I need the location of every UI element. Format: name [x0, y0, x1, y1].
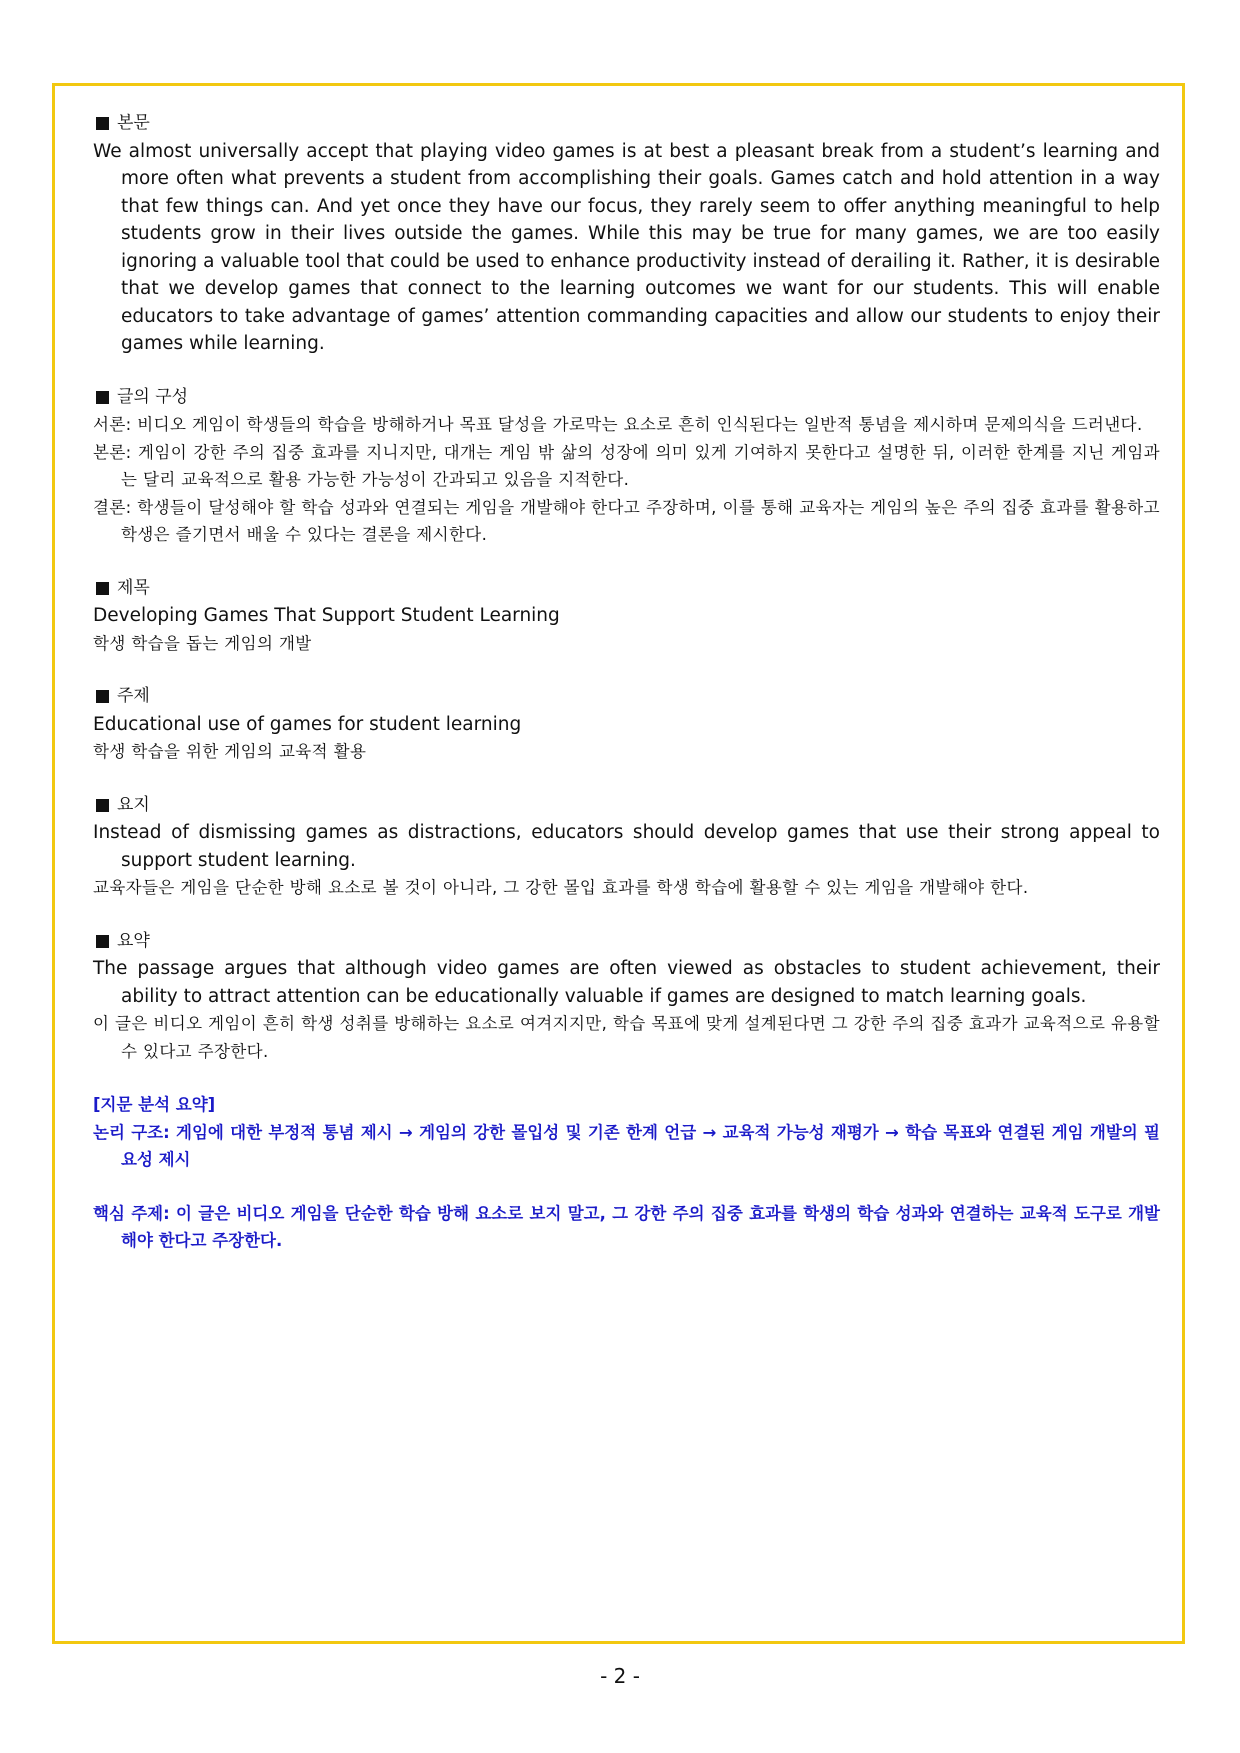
document-content: [93, 110, 1160, 1255]
topic-english: Educational use of games for student learning: [93, 713, 522, 735]
section-heading: [93, 110, 1160, 138]
square-bullet-icon: [96, 690, 109, 703]
section-heading: [93, 683, 1160, 711]
analysis-block: [93, 1091, 1160, 1255]
section-heading: [93, 928, 1160, 956]
title-english: Developing Games That Support Student Learning: [93, 605, 560, 626]
square-bullet-icon: [96, 391, 109, 404]
heading-label: 주제: [117, 686, 150, 706]
structure-conclusion: 결론: 학생들이 달성해야 할 학습 성과와 연결되는 게임을 개발해야 한다고 주장하며, 이를 통해 교육자는 게임의 높은 주의 집중 효과를 활용하고 학생은 즐기면서 배울 수 있다는 결론을 제시한다.: [93, 497, 1160, 544]
analysis-core: 핵심 주제: 이 글은 비디오 게임을 단순한 학습 방해 요소로 보지 말고, 그 강한 주의 집중 효과를 학생의 학습 성과와 연결하는 교육적 도구로 개발해야 한다고 주장한다.: [93, 1203, 1160, 1250]
topic-korean: 학생 학습을 위한 게임의 교육적 활용: [93, 742, 367, 761]
spacer: [93, 1174, 1160, 1200]
section-body: [93, 110, 1160, 358]
structure-intro: 서론: 비디오 게임이 학생들의 학습을 방해하거나 목표 달성을 가로막는 요소로 흔히 인식된다는 일반적 통념을 제시하며 문제의식을 드러낸다.: [93, 415, 1143, 434]
gist-english: Instead of dismissing games as distractions, educators should develop games that use their strong appeal to support student learning.: [93, 822, 1160, 871]
summary-english: The passage argues that although video games are often viewed as obstacles to student achievement, their ability to attract attention can be educationally valuable if games are designed to match learning goals.: [93, 958, 1160, 1007]
passage-text: We almost universally accept that playing video games is at best a pleasant break from a student’s learning and more often what prevents a student from accomplishing their goals. Games catch and hold attention in a way that few things can. And yet once they have our focus, they rarely seem to offer anything meaningful to help students grow in their lives outside the games. While this may be true for many games, we are too easily ignoring a valuable tool that could be used to enhance productivity instead of derailing it. Rather, it is desirable that we develop games that connect to the learning outcomes we want for our students. This will enable educators to take advantage of games’ attention commanding capacities and allow our students to enjoy their games while learning.: [93, 140, 1160, 354]
analysis-logic: 논리 구조: 게임에 대한 부정적 통념 제시 → 게임의 강한 몰입성 및 기존 한계 언급 → 교육적 가능성 재평가 → 학습 목표와 연결된 게임 개발의 필요성 제시: [93, 1122, 1160, 1169]
heading-label: 본문: [117, 113, 150, 133]
square-bullet-icon: [96, 799, 109, 812]
analysis-heading: [지문 분석 요약]: [93, 1095, 216, 1114]
heading-label: 요약: [117, 930, 150, 951]
heading-label: 글의 구성: [117, 386, 189, 407]
section-heading: [93, 384, 1160, 412]
gist-korean: 교육자들은 게임을 단순한 방해 요소로 볼 것이 아니라, 그 강한 몰입 효과를 학생 학습에 활용할 수 있는 게임을 개발해야 한다.: [93, 878, 1029, 897]
structure-main: 본론: 게임이 강한 주의 집중 효과를 지니지만, 대개는 게임 밖 삶의 성장에 의미 있게 기여하지 못한다고 설명한 뒤, 이러한 한계를 지닌 게임과는 달리 교육적으로 활용 가능한 가능성이 간과되고 있음을 지적한다.: [93, 442, 1160, 489]
section-title: [93, 575, 1160, 658]
section-heading: [93, 792, 1160, 820]
section-gist: [93, 792, 1160, 902]
section-summary: [93, 928, 1160, 1066]
section-structure: [93, 384, 1160, 549]
heading-label: 요지: [117, 794, 150, 815]
section-topic: [93, 683, 1160, 766]
title-korean: 학생 학습을 돕는 게임의 개발: [93, 633, 312, 653]
square-bullet-icon: [96, 582, 109, 595]
square-bullet-icon: [96, 935, 109, 948]
page-number: - 2 -: [600, 1664, 640, 1688]
square-bullet-icon: [96, 117, 109, 130]
heading-label: 제목: [117, 577, 150, 598]
summary-korean: 이 글은 비디오 게임이 흔히 학생 성취를 방해하는 요소로 여겨지지만, 학습 목표에 맞게 설계된다면 그 강한 주의 집중 효과가 교육적으로 유용할 수 있다고 주장한다.: [93, 1014, 1160, 1061]
section-heading: [93, 575, 1160, 603]
